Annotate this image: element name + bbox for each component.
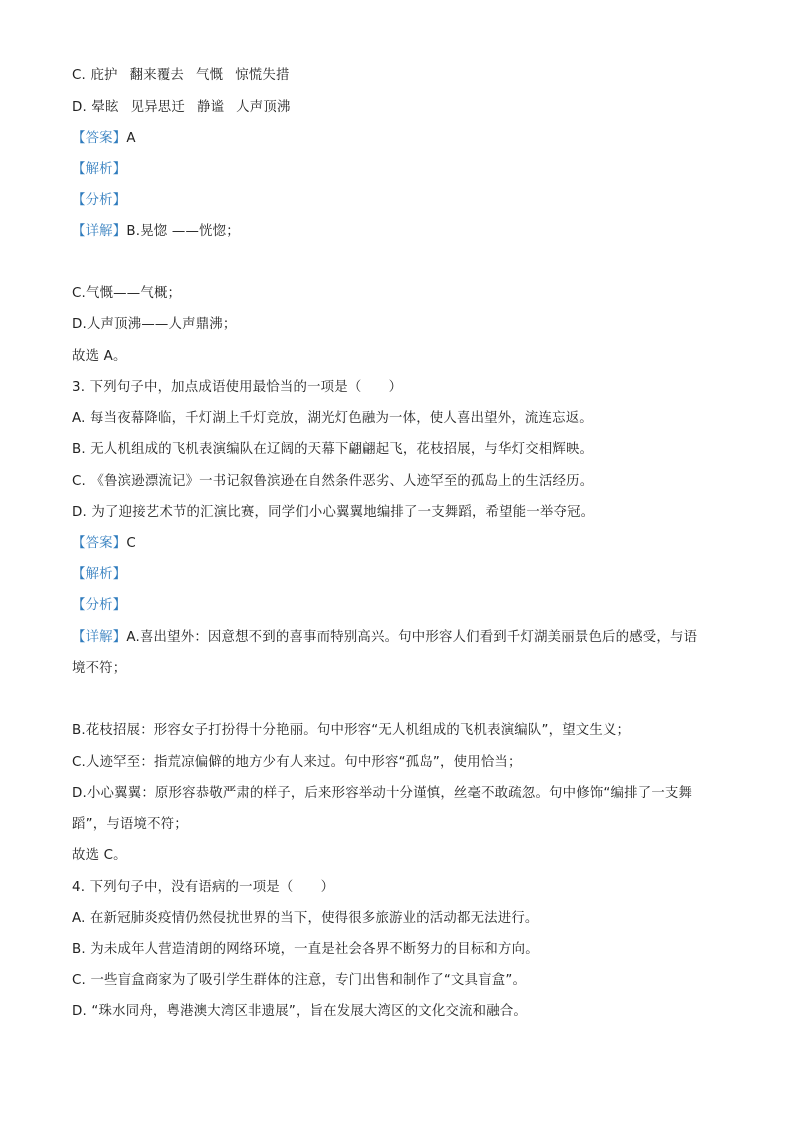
- q3-detail-b: B.花枝招展：形容女子打扮得十分艳丽。句中形容“无人机组成的飞机表演编队”，望文生义；: [72, 723, 631, 738]
- q3-detail-a-cont: 境不符；: [72, 661, 127, 676]
- answer-value: A: [126, 131, 136, 146]
- q4-stem: 4. 下列句子中，没有语病的一项是（ ）: [72, 880, 335, 895]
- q2-conclusion: 故选 A。: [72, 349, 127, 364]
- q3-analysis-tag: 【解析】: [72, 567, 127, 582]
- q3-detail-d: D.小心翼翼：原形容恭敬严肃的样子，后来形容举动十分谨慎，丝毫不敢疏忽。句中修饰“编排了一支舞: [72, 786, 693, 801]
- option-text: 气慨: [196, 68, 224, 83]
- q3-option-a: A. 每当夜幕降临，千灯湖上千灯竞放，湖光灯色融为一体，使人喜出望外，流连忘返。: [72, 411, 593, 426]
- q4-option-b: B. 为未成年人营造清朗的网络环境，一直是社会各界不断努力的目标和方向。: [72, 942, 539, 957]
- q4-option-a: A. 在新冠肺炎疫情仍然侵扰世界的当下，使得很多旅游业的活动都无法进行。: [72, 911, 539, 926]
- answer-value: C: [126, 536, 136, 551]
- q3-detail-d-cont: 蹈”，与语境不符；: [72, 817, 188, 832]
- q3-conclusion: 故选 C。: [72, 848, 127, 863]
- option-text: 翻来覆去: [129, 68, 185, 83]
- q4-option-c: C. 一些盲盒商家为了吸引学生群体的注意，专门出售和制作了“文具盲盒”。: [72, 973, 527, 988]
- option-text: D. 晕眩: [72, 100, 119, 115]
- q2-option-d: [72, 99, 732, 117]
- q2-analysis-tag: 【解析】: [72, 162, 127, 177]
- answer-tag: 【答案】: [72, 536, 127, 551]
- q2-detail: [72, 223, 732, 241]
- q3-stem: 3. 下列句子中，加点成语使用最恰当的一项是（ ）: [72, 380, 403, 395]
- q4-option-d: D. “珠水同舟，粤港澳大湾区非遗展”，旨在发展大湾区的文化交流和融合。: [72, 1004, 528, 1019]
- q2-analyze-tag: 【分析】: [72, 193, 127, 208]
- q3-option-d: D. 为了迎接艺术节的汇演比赛，同学们小心翼翼地编排了一支舞蹈，希望能一举夺冠。: [72, 505, 595, 520]
- detail-tag: 【详解】: [72, 630, 127, 645]
- q2-detail-d: D.人声顶沸——人声鼎沸；: [72, 317, 237, 332]
- q3-option-b: B. 无人机组成的飞机表演编队在辽阔的天幕下翩翩起飞，花枝招展，与华灯交相辉映。: [72, 442, 594, 457]
- option-text: 见异思迁: [130, 100, 185, 115]
- detail-text: A.喜出望外：因意想不到的喜事而特别高兴。句中形容人们看到千灯湖美丽景色后的感受，与语: [126, 630, 698, 645]
- q3-detail-c: C.人迹罕至：指荒凉偏僻的地方少有人来过。句中形容“孤岛”，使用恰当；: [72, 755, 522, 770]
- q3-answer: [72, 535, 732, 553]
- q2-detail-c: C.气慨——气概；: [72, 286, 182, 301]
- option-text: 人声顶沸: [236, 100, 291, 115]
- option-text: 惊慌失措: [235, 68, 290, 83]
- answer-tag: 【答案】: [72, 131, 127, 146]
- q3-option-c: C. 《鲁滨逊漂流记》一书记叙鲁滨逊在自然条件恶劣、人迹罕至的孤岛上的生活经历。: [72, 474, 594, 489]
- q3-detail-a: [72, 629, 732, 647]
- option-text: C. 庇护: [72, 68, 118, 83]
- detail-tag: 【详解】: [72, 224, 127, 239]
- q2-option-c: [72, 67, 732, 85]
- option-text: 静谧: [196, 100, 225, 115]
- q3-analyze-tag: 【分析】: [72, 598, 127, 613]
- q2-answer: [72, 130, 732, 148]
- detail-text: B.晃惚 ——恍惚；: [126, 224, 240, 239]
